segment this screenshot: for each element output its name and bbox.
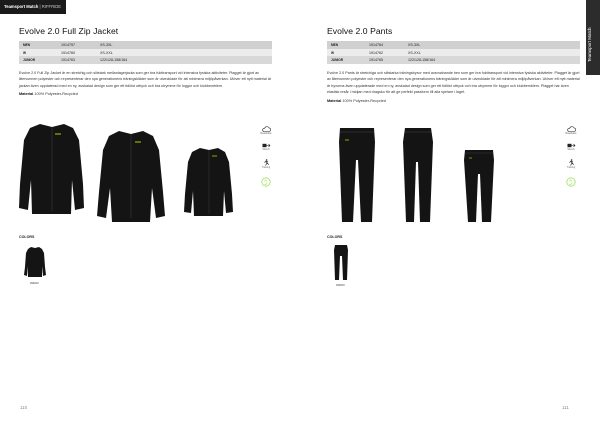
colour-swatch	[334, 244, 348, 282]
running-figure-icon	[262, 159, 270, 166]
sku: 1914765	[369, 58, 383, 63]
size-group: W	[331, 50, 335, 55]
pants-image-junior	[462, 148, 496, 224]
feature-icons	[258, 126, 274, 195]
sizes: XS-XXL	[100, 50, 113, 55]
jacket-image-front	[18, 120, 86, 216]
size-table	[327, 41, 580, 64]
page-number: 111	[562, 405, 569, 410]
feature-label: Training	[261, 167, 271, 169]
product-description: Evolve 2.0 Pants är stretchiga och slitstarka träningsbyxor med avsmalnande ben som ger bra fukttransport vid intensiva fysiska aktiviteter. Plagget är gjort av återvunnen polyester och representerar den nya generationens träningskläder som är utvecklade för att minimera miljöpåverkan. Utöver ett nytt material är byxorna även uppdaterade med en ny, avskalad design som ger ett tidlöst uttryck och bra utrymme för loggor och klubbemblem. Plagget har även elastisk resår i midjan med dragsko för att ge perfekt passform till alla spelare i laget.	[327, 71, 580, 95]
material-value: 100% Polyester-Recycled	[34, 92, 78, 97]
feature-label: Breathable	[565, 133, 577, 135]
page-number: 110	[20, 405, 28, 410]
sku: 1914764	[369, 42, 383, 47]
sku: 1914757	[61, 42, 75, 47]
swatch-code: 999000	[336, 284, 345, 287]
feature-label: Breathable	[260, 133, 272, 135]
cloud-icon	[262, 126, 271, 132]
table-row	[19, 56, 272, 64]
sizes: XS-XXL	[408, 50, 421, 55]
running-figure-icon	[567, 159, 575, 166]
sizes: XS-3XL	[408, 42, 421, 47]
product-description: Evolve 2.0 Full Zip Jacket är en stretchig och slitstark mellanlagerjacka som ger bra fukttransport vid intensiva fysiska aktiviteter. Plagget är gjort av återvunnen polyester och representerar den nya generationens träningskläder som är utvecklade för att minimera miljöpåverkan. Utöver ett nytt material är jackan även uppdaterad med en ny, avskalad design som ger ett tidlöst uttryck och bra utrymme för loggor och klubbemblem.	[19, 71, 272, 88]
brand-label: Teamsport Match	[4, 4, 39, 9]
feature-breathable	[563, 126, 579, 135]
feature-label: Stretch	[262, 149, 270, 151]
material-value: 100% Polyester-Recycled	[342, 98, 386, 103]
size-group: MEN	[331, 42, 339, 47]
feature-stretch	[258, 143, 274, 151]
product-pants	[327, 26, 580, 169]
colour-swatch	[23, 246, 47, 278]
material-line	[327, 99, 580, 103]
product-title: Evolve 2.0 Full Zip Jacket	[19, 26, 119, 36]
size-table	[19, 41, 272, 64]
colours-label: COLORS	[327, 235, 343, 239]
size-group: JUNIOR	[331, 58, 344, 63]
product-title: Evolve 2.0 Pants	[327, 26, 393, 36]
table-row	[327, 56, 580, 64]
section-tab	[586, 0, 600, 75]
stretch-icon	[567, 143, 576, 148]
table-row	[19, 41, 272, 49]
table-row	[327, 41, 580, 49]
feature-training	[563, 159, 579, 169]
material-line	[19, 92, 272, 96]
table-row	[19, 49, 272, 57]
size-group: MEN	[23, 42, 31, 47]
material-label: Material	[327, 98, 342, 103]
sku: 1914762	[369, 50, 383, 55]
product-jacket	[19, 26, 272, 169]
section-tab-label: Teamsport Match	[587, 27, 592, 62]
size-group: W	[23, 50, 27, 55]
feature-stretch	[563, 143, 579, 151]
header-bar	[0, 0, 66, 14]
size-group: JUNIOR	[23, 58, 36, 63]
recycle-icon	[566, 177, 576, 187]
table-row	[327, 49, 580, 57]
feature-icons	[563, 126, 579, 195]
feature-recycled	[258, 177, 274, 187]
swatch-code: 999000	[30, 282, 39, 285]
jacket-image-junior	[183, 146, 235, 218]
material-label: Material	[19, 92, 34, 97]
brand-tag: | RIFFRIDE	[39, 4, 62, 9]
pants-image-side	[401, 126, 435, 224]
feature-label: Training	[566, 167, 576, 169]
stretch-icon	[262, 143, 271, 148]
cloud-icon	[567, 126, 576, 132]
feature-recycled	[563, 177, 579, 187]
sizes: XS-3XL	[100, 42, 113, 47]
sizes: 122/128-158/164	[100, 58, 128, 63]
pants-image-front	[337, 126, 377, 224]
sku: 1914760	[61, 50, 75, 55]
sku: 1914763	[61, 58, 75, 63]
recycle-icon	[261, 177, 271, 187]
colours-label: COLORS	[19, 235, 35, 239]
feature-training	[258, 159, 274, 169]
feature-label: Stretch	[567, 149, 575, 151]
jacket-image-side	[95, 128, 167, 224]
feature-breathable	[258, 126, 274, 135]
sizes: 122/128-158/164	[408, 58, 436, 63]
